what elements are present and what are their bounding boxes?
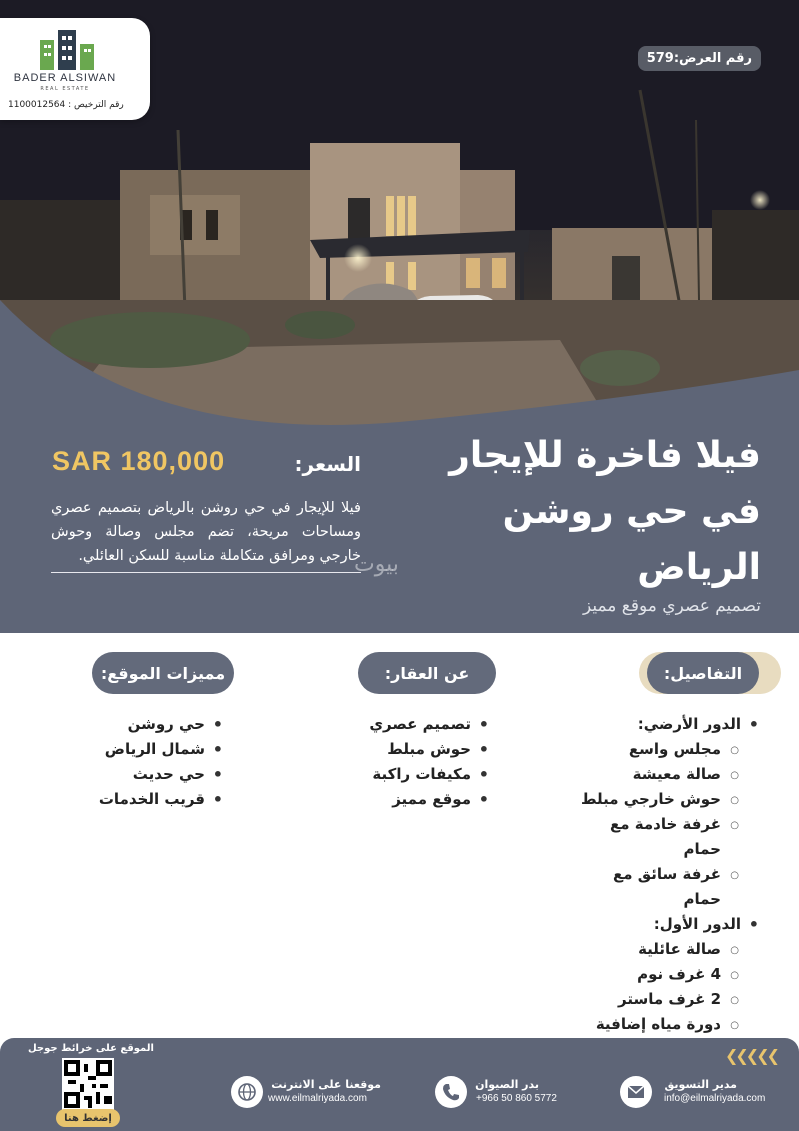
list-item: ○ صالة عائلية (551, 937, 741, 962)
headline-line-2: في حي روشن (502, 491, 761, 532)
qr-code-icon[interactable] (62, 1058, 114, 1110)
list-item: • مكيفات راكبة (331, 762, 491, 787)
phone-number[interactable]: +966 50 860 5772 (476, 1093, 557, 1104)
list-item: • حي حديث (85, 762, 225, 787)
ground-floor-sublist (551, 737, 741, 912)
chevrons-decoration-icon: ❮❮❮❮❮ (724, 1046, 777, 1065)
first-floor-item (551, 912, 761, 1037)
headline-line-1: فيلا فاخرة للإيجار (449, 435, 761, 476)
price-label: السعر: (294, 452, 361, 476)
list-item: ○ مجلس واسع (551, 737, 741, 762)
headline-line-3: الرياض (637, 547, 761, 588)
ground-floor-label: الدور الأرضي: (637, 715, 741, 733)
company-subtitle: REAL ESTATE (40, 86, 90, 92)
list-item: ○ 2 غرف ماستر (551, 987, 741, 1012)
marketing-title: مدير التسويق (664, 1078, 737, 1091)
offer-number-badge (638, 46, 761, 71)
license-value: 1100012564 (8, 100, 66, 110)
license-number (8, 100, 138, 110)
description: فيلا للإيجار في حي روشن بالرياض بتصميم عصري ومساحات مريحة، تضم مجلس وصالة وحوش خارجي ومرافق متكاملة مناسبة للسكن العائلي. (51, 496, 361, 573)
website-url[interactable]: www.eilmalriyada.com (268, 1093, 367, 1104)
company-logo-card (0, 18, 150, 120)
list-item: ○ غرفة خادمة مع حمام (603, 812, 741, 862)
list-item: ○ حوش خارجي مبلط (551, 787, 741, 812)
first-floor-sublist (551, 937, 741, 1037)
press-here-button[interactable]: إضغط هنا (56, 1109, 120, 1127)
tagline: تصميم عصري موقع مميز (582, 596, 761, 616)
buildings-logo-icon (38, 26, 98, 74)
list-item: • قريب الخدمات (85, 787, 225, 812)
license-label: رقم الترخيص : (68, 100, 124, 110)
property-heading: عن العقار: (358, 652, 496, 694)
location-heading: مميزات الموقع: (92, 652, 234, 694)
maps-label: الموقع على خرائط جوجل (28, 1043, 154, 1054)
details-heading: التفاصيل: (647, 652, 759, 694)
website-title: موقعنا على الانترنت (271, 1078, 381, 1091)
list-item: ○ دورة مياه إضافية (551, 1012, 741, 1037)
marketing-email[interactable]: info@eilmalriyada.com (664, 1093, 766, 1104)
globe-icon (231, 1076, 263, 1108)
list-item: ○ 4 غرف نوم (551, 962, 741, 987)
price-value: SAR 180,000 (52, 446, 226, 476)
location-list (85, 712, 225, 812)
email-icon (620, 1076, 652, 1108)
details-list (551, 712, 761, 1037)
headline (431, 428, 761, 596)
offer-label: رقم العرض: (673, 51, 752, 66)
list-item: ○ غرفة سائق مع حمام (603, 862, 741, 912)
first-floor-label: الدور الأول: (653, 915, 741, 933)
company-name: BADER ALSIWAN (13, 72, 117, 84)
phone-icon (435, 1076, 467, 1108)
property-list (331, 712, 491, 812)
phone-title: بدر الصيوان (475, 1078, 539, 1091)
watermark: بيوت (354, 552, 399, 577)
ground-floor-item (551, 712, 761, 912)
offer-value: 579 (646, 51, 674, 66)
list-item: • تصميم عصري (331, 712, 491, 737)
list-item: ○ صالة معيشة (551, 762, 741, 787)
list-item: • موقع مميز (331, 787, 491, 812)
list-item: • حي روشن (85, 712, 225, 737)
list-item: • شمال الرياض (85, 737, 225, 762)
list-item: • حوش مبلط (331, 737, 491, 762)
